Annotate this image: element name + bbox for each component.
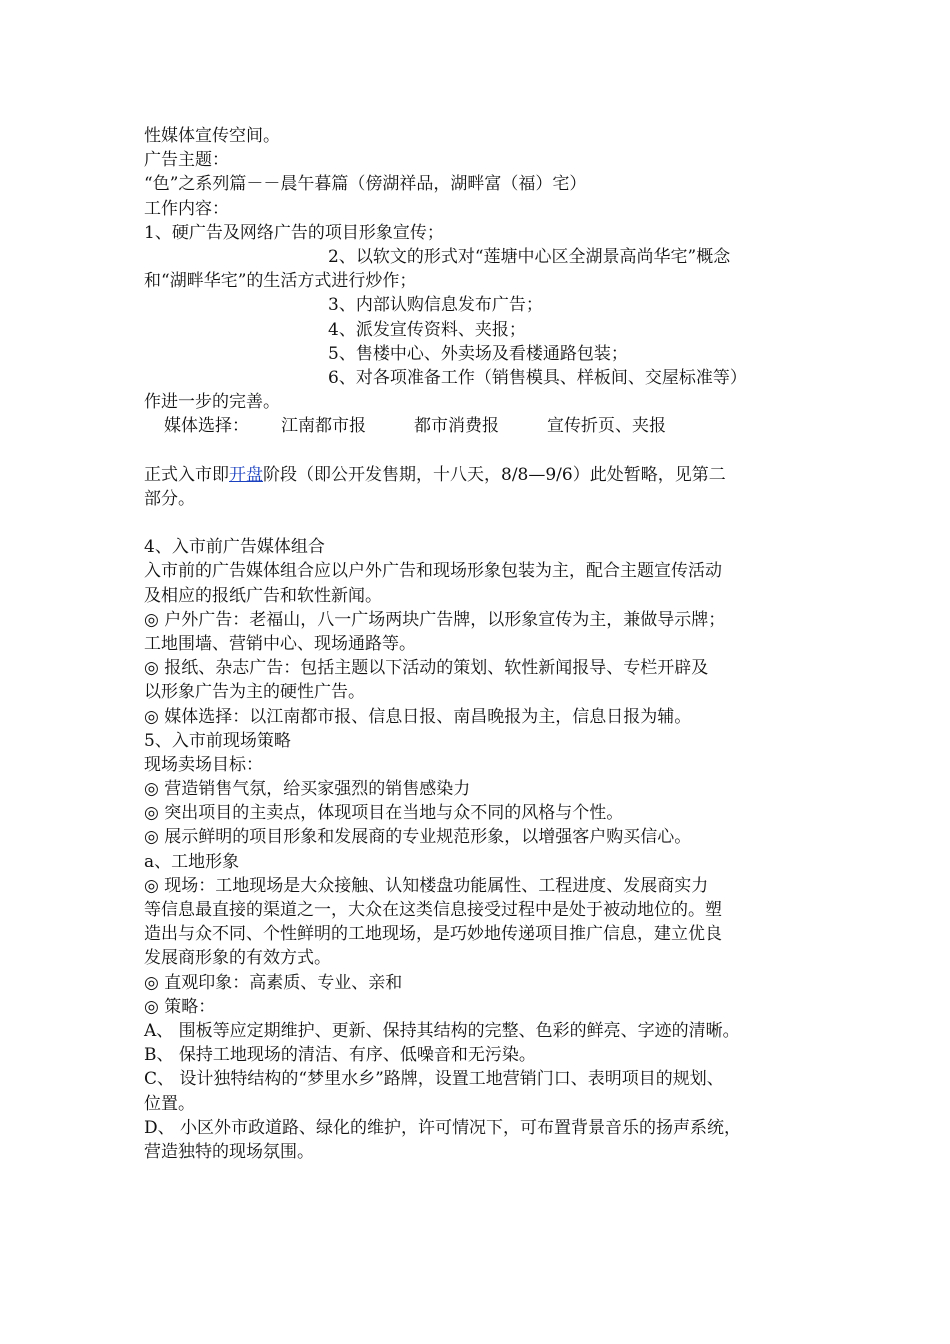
- text-line: 部分。: [144, 488, 195, 509]
- text-line: 工地围墙、营销中心、现场通路等。: [144, 633, 416, 654]
- media-item: 宣传折页、夹报: [547, 416, 666, 437]
- text-span: 正式入市即: [144, 464, 229, 485]
- bullet-item: ◎ 户外广告：老福山，八一广场两块广告牌，以形象宣传为主，兼做导示牌；: [144, 609, 726, 630]
- media-item: 江南都市报: [281, 416, 366, 437]
- section-heading: 5、入市前现场策略: [144, 730, 291, 751]
- text-line: “色”之系列篇－－晨午暮篇（傍湖祥品，湖畔富（福）宅）: [144, 174, 587, 195]
- bullet-item: ◎ 媒体选择：以江南都市报、信息日报、南昌晚报为主，信息日报为辅。: [144, 706, 692, 727]
- text-line: [144, 463, 824, 487]
- text-line: 以形象广告为主的硬性广告。: [144, 682, 365, 703]
- text-line: 入市前的广告媒体组合应以户外广告和现场形象包装为主，配合主题宣传活动: [144, 561, 722, 582]
- section-heading: 4、入市前广告媒体组合: [144, 537, 325, 558]
- spacer: [144, 438, 824, 462]
- list-item: 1、硬广告及网络广告的项目形象宣传；: [144, 222, 444, 243]
- heading-work-content: 工作内容：: [144, 198, 229, 219]
- text-line: 发展商形象的有效方式。: [144, 948, 331, 969]
- bullet-item: ◎ 报纸、杂志广告：包括主题以下活动的策划、软性新闻报导、专栏开辟及: [144, 658, 709, 679]
- document-body: [144, 124, 824, 1164]
- bullet-item: ◎ 展示鲜明的项目形象和发展商的专业规范形象，以增强客户购买信心。: [144, 827, 692, 848]
- text-line: 造出与众不同、个性鲜明的工地现场，是巧妙地传递项目推广信息，建立优良: [144, 924, 722, 945]
- text-line: 现场卖场目标：: [144, 754, 263, 775]
- list-item: 3、内部认购信息发布广告；: [328, 295, 543, 316]
- list-item: C、 设计独特结构的“梦里水乡”路牌，设置工地营销门口、表明项目的规划、: [144, 1069, 724, 1090]
- media-selection-line: [144, 414, 824, 438]
- bullet-item: ◎ 直观印象：高素质、专业、亲和: [144, 972, 403, 993]
- text-line: 位置。: [144, 1093, 195, 1114]
- list-item: 2、以软文的形式对“莲塘中心区全湖景高尚华宅”概念: [328, 246, 731, 267]
- list-item: 6、对各项准备工作（销售模具、样板间、交屋标准等）: [328, 367, 747, 388]
- text-line: 等信息最直接的渠道之一，大众在这类信息接受过程中是处于被动地位的。塑: [144, 900, 722, 920]
- list-item: A、 围板等应定期维护、更新、保持其结构的完整、色彩的鲜亮、字迹的清晰。: [144, 1020, 740, 1041]
- bullet-item: ◎ 策略：: [144, 996, 216, 1017]
- media-item: 都市消费报: [414, 416, 499, 437]
- spacer: [144, 511, 824, 535]
- list-item: D、 小区外市政道路、绿化的维护，许可情况下，可布置背景音乐的扬声系统，: [144, 1117, 742, 1138]
- list-item: 4、派发宣传资料、夹报；: [328, 319, 526, 340]
- subsection-heading: a、工地形象: [144, 851, 240, 872]
- text-span: 阶段（即公开发售期，十八天，8/8—9/6）此处暂略，见第二: [263, 464, 726, 485]
- kaipan-link[interactable]: 开盘: [229, 464, 263, 485]
- heading-ad-theme: 广告主题：: [144, 150, 229, 171]
- bullet-item: ◎ 现场：工地现场是大众接触、认知楼盘功能属性、工程进度、发展商实力: [144, 875, 709, 896]
- text-line: 作进一步的完善。: [144, 392, 280, 413]
- bullet-item: ◎ 突出项目的主卖点，体现项目在当地与众不同的风格与个性。: [144, 803, 624, 824]
- text-line: 性媒体宣传空间。: [144, 126, 280, 146]
- text-line: 和“湖畔华宅”的生活方式进行炒作；: [144, 271, 417, 292]
- text-line: 营造独特的现场氛围。: [144, 1141, 314, 1162]
- bullet-item: ◎ 营造销售气氛，给买家强烈的销售感染力: [144, 779, 471, 800]
- list-item: 5、售楼中心、外卖场及看楼通路包装；: [328, 343, 628, 364]
- list-item: B、 保持工地现场的清洁、有序、低噪音和无污染。: [144, 1045, 536, 1066]
- media-label: 媒体选择：: [164, 416, 249, 437]
- text-line: 及相应的报纸广告和软性新闻。: [144, 585, 382, 606]
